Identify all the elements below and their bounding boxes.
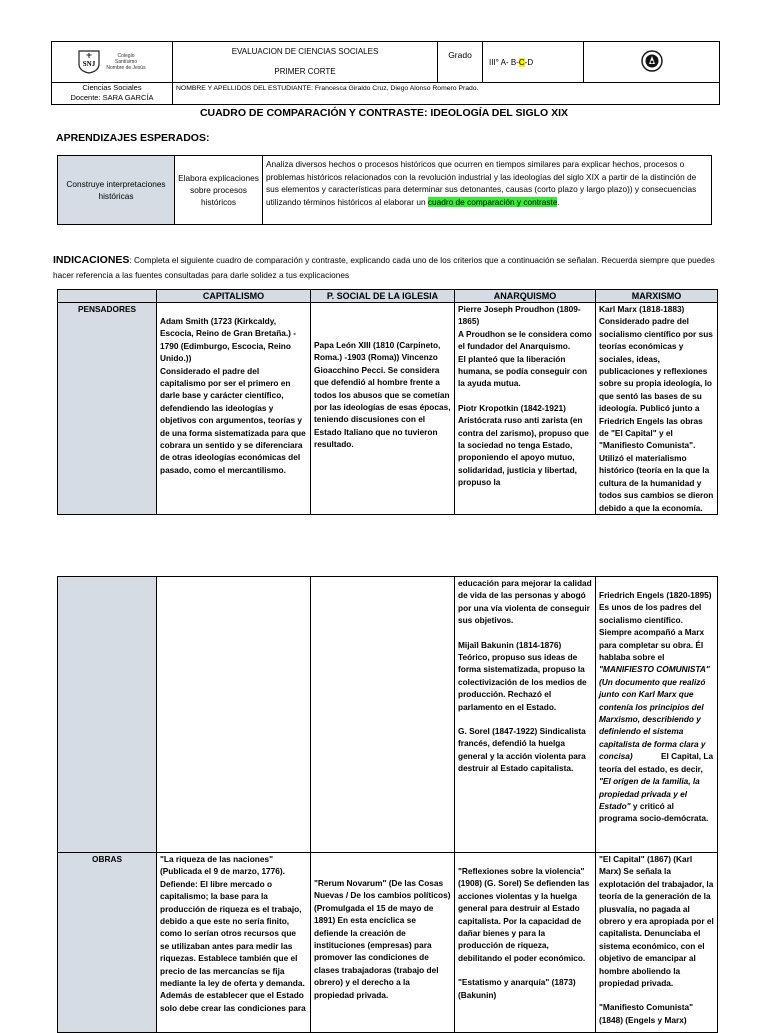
school-shield-icon xyxy=(78,50,100,74)
col-capitalismo: CAPITALISMO xyxy=(157,290,311,303)
row-label-pensadores: PENSADORES xyxy=(58,303,157,515)
cell-pensadores-iglesia: Papa León XIII (1810 (Carpineto, Roma.) -1903 (Roma)) Vincenzo Gioacchino Pecci. Se considera que defendió al hombre frente a todos los abusos que se cometían por las ideologías de esas épocas, teniendo discusiones con el Estado Italiano que no tuvieron resultado. xyxy=(311,303,455,515)
aprendizajes-heading: APRENDIZAJES ESPERADOS: xyxy=(56,132,210,144)
indicaciones-text: : Completa el siguiente cuadro de comparación y contraste, explicando cada uno de los criterios que a continuación se señalan. Recuerda siempre que puedes hacer referencia a las fuentes consultadas para darle solidez a tus explicaciones xyxy=(53,255,715,280)
cell-pensadores-cont-iglesia xyxy=(311,577,455,853)
table-header-row xyxy=(58,290,718,303)
table-row xyxy=(58,577,718,853)
cell-pensadores-cont-capitalismo xyxy=(157,577,311,853)
col-marxismo: MARXISMO xyxy=(596,290,718,303)
area-teacher: Docente: SARA GARCÍA xyxy=(70,93,154,102)
aprendizajes-table xyxy=(57,155,712,225)
table-row xyxy=(58,853,718,1033)
col-iglesia: P. SOCIAL DE LA IGLESIA xyxy=(311,290,455,303)
exam-subtitle: PRIMER CORTE xyxy=(274,67,336,76)
right-logo-cell xyxy=(584,42,720,83)
exam-title: EVALUACION DE CIENCIAS SOCIALES xyxy=(231,47,379,56)
corner-cell xyxy=(58,290,157,303)
col-anarquismo: ANARQUISMO xyxy=(455,290,596,303)
grado-value: III° A- B-C-D xyxy=(483,42,584,83)
desempeno-cell: Analiza diversos hechos o procesos históricos que ocurren en tiempos similares para explicar hechos, procesos o problemas históricos relacionados con la revolución industrial y las ideologías del siglo XIX a partir de la distinción de sus elementos y características para determinar sus detonantes, causas (corto plazo y largo plazo)) y consecuencias utilizando términos históricos al elaborar un cuadro de comparación y contraste. xyxy=(263,156,712,225)
area-cell xyxy=(52,83,173,105)
table-row xyxy=(58,303,718,515)
row-label-obras: OBRAS xyxy=(58,853,157,1033)
comparison-table-continued xyxy=(57,576,718,1033)
student-label: NOMBRE Y APELLIDOS DEL ESTUDIANTE: xyxy=(176,85,313,92)
capacidad-cell: Elabora explicaciones sobre procesos históricos xyxy=(175,156,263,225)
cell-pensadores-capitalismo: Adam Smith (1723 (Kirkcaldy, Escocia, Reino de Gran Bretaña.) - 1790 (Edimburgo, Escocia, Reino Unido.)) Considerado el padre del capitalismo por ser el primero en darle base y carácter científico, defendiendo las ideologías y objetivos con argumentos, teorías y de una forma sistematizada para que cobrara un sentido y se diferenciara de otras ideologías económicas del pasado, como el mercantilismo. xyxy=(157,303,311,515)
competencia-cell: Construye interpretaciones históricas xyxy=(58,156,175,225)
student-name-cell xyxy=(173,83,720,105)
svg-text:SNJ: SNJ xyxy=(82,60,96,68)
exam-title-cell xyxy=(173,42,438,83)
student-name: Francesca Giraldo Cruz, Diego Alonso Romero Prado. xyxy=(314,85,479,92)
indicaciones-label: INDICACIONES xyxy=(53,254,130,266)
cell-pensadores-cont-marxismo: Friedrich Engels (1820-1895) Es unos de los padres del socialismo científico. Siempre acompañó a Marx para completar su obra. Él hablaba sobre el "MANIFIESTO COMUNISTA" (Un documento que realizó junto con Karl Marx que contenía los principios del Marxismo, describiendo y definiendo el sistema capitalista de forma clara y concisa) El Capital, La teoría del estado, es decir, "El origen de la familia, la propiedad privada y el Estado" y criticó al programa socio-demócrata. xyxy=(596,577,718,853)
area-subject: Ciencias Sociales xyxy=(82,83,142,92)
header-table xyxy=(51,41,720,105)
row-label-pensadores-cont xyxy=(58,577,157,853)
cell-obras-capitalismo: "La riqueza de las naciones" (Publicada el 9 de marzo, 1776). Defiende: El libre mercado o capitalismo; la base para la producción de riqueza es el trabajo, debido a que este no sería finito, como lo serían otros recursos que se utilizaban antes para medir las riquezas. Establece también que el precio de las mercancías se fija mediante la ley de oferta y demanda. Además de establecer que el Estado solo debe crear las condiciones para xyxy=(157,853,311,1033)
cell-pensadores-cont-anarquismo: educación para mejorar la calidad de vida de las personas y abogó por una vía violenta de conseguir sus objetivos. Mijaîl Bakunin (1814-1876) Teórico, propuso sus ideas de forma sistematizada, propuso la colectivización de los medios de producción. Rechazó el parlamento en el Estado. G. Sorel (1847-1922) Sindicalista francés, defendió la huelga general y la acción violenta para destruir al Estado capitalista. xyxy=(455,577,596,853)
cell-obras-iglesia: "Rerum Novarum" (De las Cosas Nuevas / De los cambios políticos) (Promulgada el 15 de mayo de 1891) En esta encíclica se defiende la creación de instituciones (empresas) para promover las condiciones de clases trabajadoras (trabajo del obrero) y el derecho a la propiedad privada. xyxy=(311,853,455,1033)
cell-obras-marxismo: "El Capital" (1867) (Karl Marx) Se señala la explotación del trabajador, la teoría de la generación de la plusvalía, no pagada al obrero y era apropiada por el capitalista. Denunciaba el sistema económico, con el objetivo de emancipar al hombre aboliendo la propiedad privada. "Manifiesto Comunista" (1848) (Engels y Marx) xyxy=(596,853,718,1033)
grado-label: Grado xyxy=(438,42,483,83)
cell-pensadores-marxismo: Karl Marx (1818-1883) Considerado padre del socialismo científico por sus teorías económicas y sociales, ideas, publicaciones y reflexiones sobre su propia ideología, lo que sentó las bases de su ideología. Publicó junto a Friedrich Engels las obras de "El Capital" y el "Manifiesto Comunista". Utilizó el materialismo histórico (teoría en la que la cultura de la humanidad y todos sus cambios se dieron debido a que la economía. xyxy=(596,303,718,515)
cell-obras-anarquismo: "Reflexiones sobre la violencia" (1908) (G. Sorel) Se defienden las acciones violentas y la huelga general para destruir al Estado capitalista. Por la capacidad de dañar bienes y para la producción de riqueza, debilitando el poder económico. "Estatismo y anarquía" (1873) (Bakunin) xyxy=(455,853,596,1033)
school-logo-text: Colegio Santísimo Nombre de Jesús xyxy=(106,53,146,71)
indicaciones xyxy=(53,253,723,283)
page-title: CUADRO DE COMPARACIÓN Y CONTRASTE: IDEOLOGÍA DEL SIGLO XIX xyxy=(199,107,569,119)
emblem-icon xyxy=(641,50,663,72)
cell-pensadores-anarquismo: Pierre Joseph Proudhon (1809-1865) A Proudhon se le considera como el fundador del Anarquismo. El planteó que la liberación humana, se podía conseguir con la ayuda mutua. Piotr Kropotkin (1842-1921) Aristócrata ruso anti zarista (en contra del zarismo), propuso que la sociedad no tenga Estado, proponiendo el apoyo mutuo, solidaridad, justicia y libertad, propuso la xyxy=(455,303,596,515)
school-logo-cell xyxy=(52,42,173,83)
comparison-table xyxy=(57,289,718,515)
